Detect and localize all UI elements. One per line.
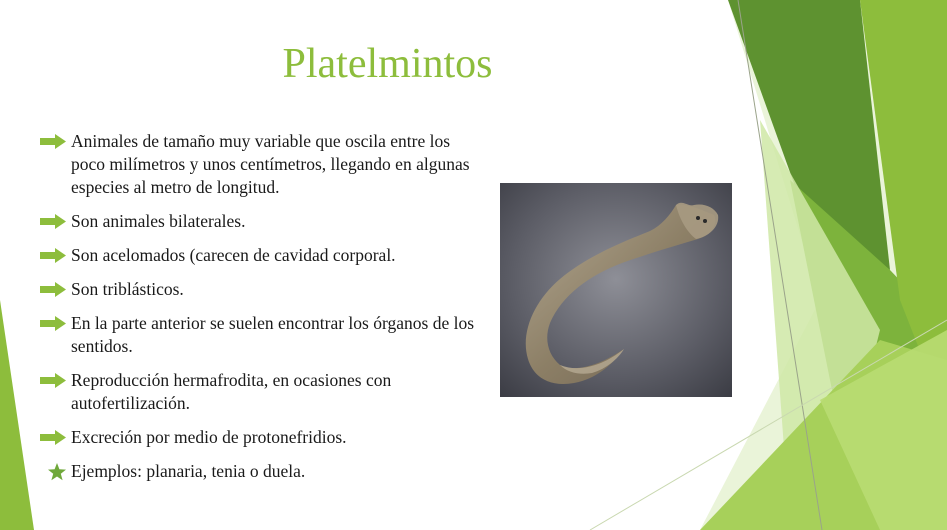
bullet-item [40,244,485,267]
flatworm-illustration [500,183,732,397]
bullet-item [40,460,485,483]
arrow-icon [40,316,66,331]
bullet-text: Excreción por medio de protonefridios. [71,427,347,447]
left-green-strip [0,300,34,530]
bullet-text: En la parte anterior se suelen encontrar los órganos de los sentidos. [71,313,475,356]
bullet-text: Reproducción hermafrodita, en ocasiones con autofertilización. [71,370,392,413]
flatworm-eyespot [703,219,707,223]
arrow-icon [40,282,66,297]
arrow-icon [40,134,66,149]
bullet-text: Son triblásticos. [71,279,184,299]
bullet-list [40,130,485,494]
bullet-item [40,130,485,199]
arrow-icon [40,430,66,445]
slide-title: Platelmintos [282,41,493,87]
arrow-icon [40,248,66,263]
arrow-icon [40,373,66,388]
bullet-item [40,278,485,301]
bullet-item [40,369,485,415]
flatworm-eyespot [696,216,700,220]
bullet-item [40,426,485,449]
bullet-text: Ejemplos: planaria, tenia o duela. [71,461,306,481]
bullet-text: Son animales bilaterales. [71,211,246,231]
bullet-text: Son acelomados (carecen de cavidad corporal. [71,245,396,265]
arrow-icon [40,214,66,229]
bullet-item [40,210,485,233]
star-icon [47,462,67,482]
flatworm-photo [500,183,732,397]
bullet-item [40,312,485,358]
bullet-text: Animales de tamaño muy variable que oscila entre los poco milímetros y unos centímetros, llegando en algunas especies al metro de longitud. [71,131,470,197]
